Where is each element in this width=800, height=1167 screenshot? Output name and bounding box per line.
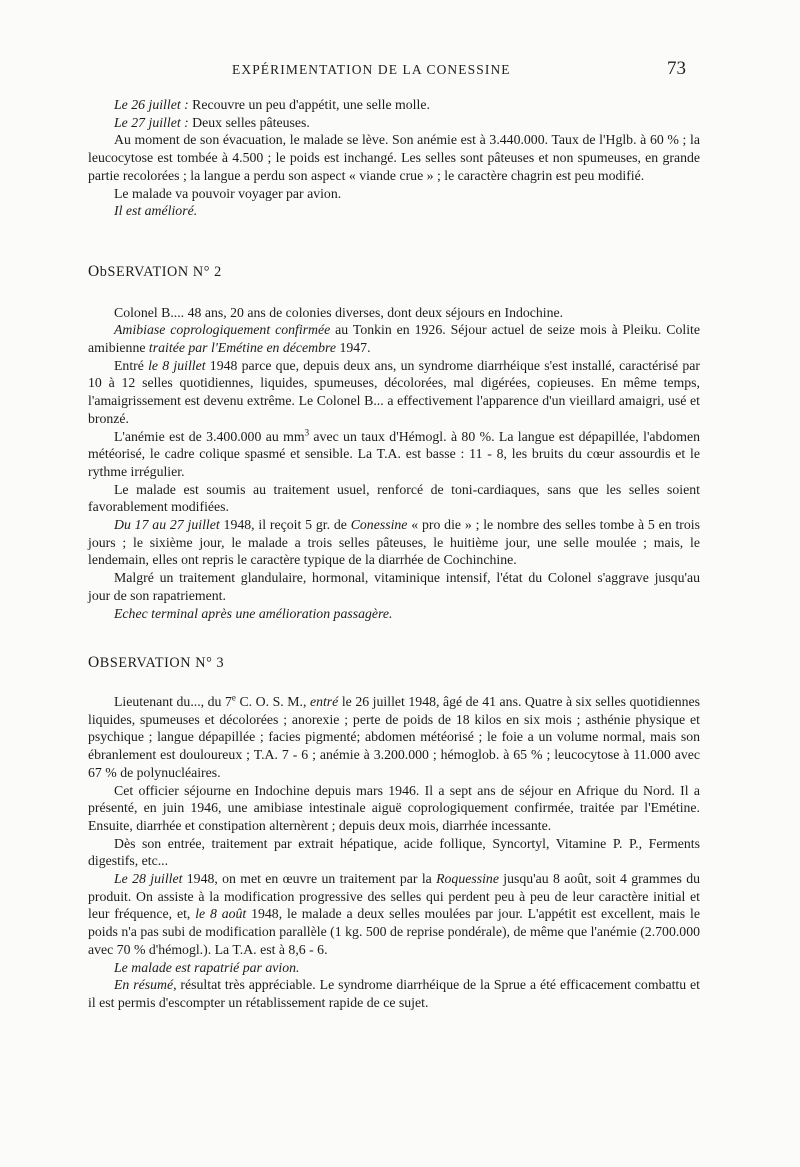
obs3-patient-paragraph xyxy=(88,693,700,782)
entry-text: Deux selles pâteuses. xyxy=(188,114,310,130)
conclusion-text: Echec terminal après une amélioration passagère. xyxy=(114,605,393,621)
superscript: e xyxy=(231,692,236,703)
body-text: le 26 juillet 1948, âgé de 41 ans. Quatre à six selles quotidiennes liquides, spumeuses et décolorées ; anorexie ; perte de poids de 18 kilos en six mois ; asthénie physique et psychique ; langue dépapillée ; facies pigmenté; abdomen météorisé ; le foie a un volume normal, mais son ébranlement est douloureux ; T.A. 7 - 6 ; anémie à 3.200.000 ; hémoglob. à 65 % ; leucocytose à 11.000 avec 67 % de polynucléaires. xyxy=(88,693,700,780)
obs1-entry-26-july xyxy=(88,96,700,114)
obs3-roquessine-paragraph xyxy=(88,870,700,959)
obs2-outcome-paragraph: Malgré un traitement glandulaire, hormonal, vitaminique intensif, l'état du Colonel s'aggrave jusqu'au jour de son rapatriement. xyxy=(88,570,700,603)
date-label: Le 26 juillet : xyxy=(114,97,189,112)
body-text: 1948, il reçoit 5 gr. de xyxy=(219,517,351,533)
obs3-summary-paragraph xyxy=(88,976,700,1011)
page-number: 73 xyxy=(667,58,686,79)
emphasis-text: Du 17 au 27 juillet xyxy=(114,517,220,533)
obs2-anemia-paragraph xyxy=(88,428,700,481)
body-text: 1947. xyxy=(336,340,371,356)
heading-spacer xyxy=(88,282,700,304)
body-text: , résultat très appréciable. Le syndrome diarrhéique de la Sprue a été efficacement combattu et il est permis d'escompter un rétablissement rapide de ce sujet. xyxy=(88,977,701,1010)
body-text: Entré xyxy=(114,357,149,373)
obs2-heading xyxy=(88,263,700,282)
heading-text: bSERVATION N° 2 xyxy=(99,263,222,280)
date-label: Le 27 juillet : xyxy=(114,114,189,130)
obs1-evacuation-paragraph: Au moment de son évacuation, le malade se lève. Son anémie est à 3.440.000. Taux de l'Hglb. à 60 % ; la leucocytose est tombée à 4.500 ; le poids est inchangé. Les selles sont pâteuses et non spumeuses, en grande partie recolorées ; la langue a perdu son aspect « viande crue » ; le caractère chagrin est peu modifié. xyxy=(88,132,700,183)
obs3-heading xyxy=(88,654,700,673)
body-text: « pro die » ; le nombre des selles tombe à 5 en trois jours ; le sixième jour, le malade a trois selles pâteuses, le huitième jour, une selle moulée ; mais, le lendemain, elles ont repris le caractère typique de la diarrhée de Cochinchine. xyxy=(88,517,700,568)
heading-capital: O xyxy=(88,262,100,280)
page-header xyxy=(0,58,800,82)
obs3-history-paragraph: Cet officier séjourne en Indochine depuis mars 1946. Il a sept ans de séjour en Afrique du Nord. Il a présenté, en juin 1946, une amibiase intestinale aiguë coprologiquement confirmée, traitée par l'Emétine. Ensuite, diarrhée et constipation alternèrent ; depuis deux mois, diarrhée incessante. xyxy=(88,782,700,833)
obs3-repatriation-paragraph xyxy=(88,959,700,977)
obs3-treatment-paragraph: Dès son entrée, traitement par extrait hépatique, acide follique, Syncortyl, Vitamine P. P., Ferments digestifs, etc... xyxy=(88,835,700,869)
obs2-treatment-paragraph: Le malade est soumis au traitement usuel, renforcé de toni-cardiaques, sans que les selles soient favorablement modifiées. xyxy=(88,481,700,515)
conclusion-text: Il est amélioré. xyxy=(114,203,198,219)
obs1-travel-paragraph: Le malade va pouvoir voyager par avion. xyxy=(114,185,342,201)
emphasis-text: Le malade est rapatrié par avion. xyxy=(114,959,300,975)
body-text: 1948, on met en œuvre un traitement par la xyxy=(182,871,437,887)
obs2-patient-paragraph: Colonel B.... 48 ans, 20 ans de colonies diverses, dont deux séjours en Indochine. xyxy=(114,304,564,320)
body-text: C. O. S. M., xyxy=(235,693,310,709)
obs2-admission-paragraph xyxy=(88,357,700,428)
heading-capital: O xyxy=(88,654,100,672)
emphasis-text: Amibiase coprologiquement confirmée xyxy=(114,322,331,338)
heading-spacer xyxy=(88,673,700,693)
emphasis-text: Conessine xyxy=(350,517,408,533)
body-text: L'anémie est de 3.400.000 au mm xyxy=(114,428,305,444)
emphasis-text: traitée par l'Emétine en décembre xyxy=(148,340,337,356)
page-body xyxy=(88,96,700,1012)
obs2-history-paragraph xyxy=(88,321,700,356)
running-title: EXPÉRIMENTATION DE LA CONESSINE xyxy=(232,62,511,77)
body-text: 1948 parce que, depuis deux ans, un syndrome diarrhéique s'est installé, caractérisé par 10 à 12 selles quotidiennes, liquides, spumeuses, décolorées, mal digérées, copieuses. En même temps, l'amaigrissement est devenu extrême. Le Colonel B... a effectivement l'apparence d'un vieillard amaigri, usé et bronzé. xyxy=(88,357,700,426)
obs1-conclusion xyxy=(88,202,700,220)
emphasis-text: Roquessine xyxy=(436,871,499,887)
body-text: Lieutenant du..., du 7 xyxy=(114,693,232,709)
entry-text: Recouvre un peu d'appétit, une selle molle. xyxy=(188,97,430,112)
body-text: jusqu'au 8 août, soit 4 grammes du produit. On assiste à la modification progressive des selles qui perdent peu à peu de leur caractère initial et leur fréquence, et, xyxy=(88,871,700,922)
body-text: au Tonkin en 1926. Séjour actuel de seize mois à Pleiku. Colite amibienne xyxy=(88,322,700,356)
emphasis-text: entré xyxy=(309,693,339,709)
obs2-conclusion xyxy=(88,605,700,623)
section-spacer xyxy=(88,622,700,654)
emphasis-text: Le 28 juillet xyxy=(114,871,183,887)
body-text: 1948, le malade a deux selles moulées par jour. L'appétit est excellent, mais le poids n'a pas subi de modification parallèle (1 kg. 500 de reprise pondérale), de même que l'anémie (2.700.000 avec 70 % d'hémogl.). La T.A. est à 8,6 - 6. xyxy=(88,906,700,957)
body-text: avec un taux d'Hémogl. à 80 %. La langue est dépapillée, l'abdomen météorisé, le cadre colique spasmé et sensible. La T.A. est basse : 11 - 8, les bruits du cœur assourdis et le rythme irrégulier. xyxy=(88,428,701,479)
emphasis-text: En résumé xyxy=(114,977,174,993)
section-spacer xyxy=(88,220,700,263)
emphasis-text: le 8 juillet xyxy=(148,357,206,373)
obs1-entry-27-july xyxy=(88,114,700,132)
heading-text: BSERVATION N° 3 xyxy=(99,655,225,672)
obs2-conessine-paragraph xyxy=(88,516,700,569)
superscript: 3 xyxy=(304,426,310,437)
emphasis-text: le 8 août xyxy=(195,906,247,922)
